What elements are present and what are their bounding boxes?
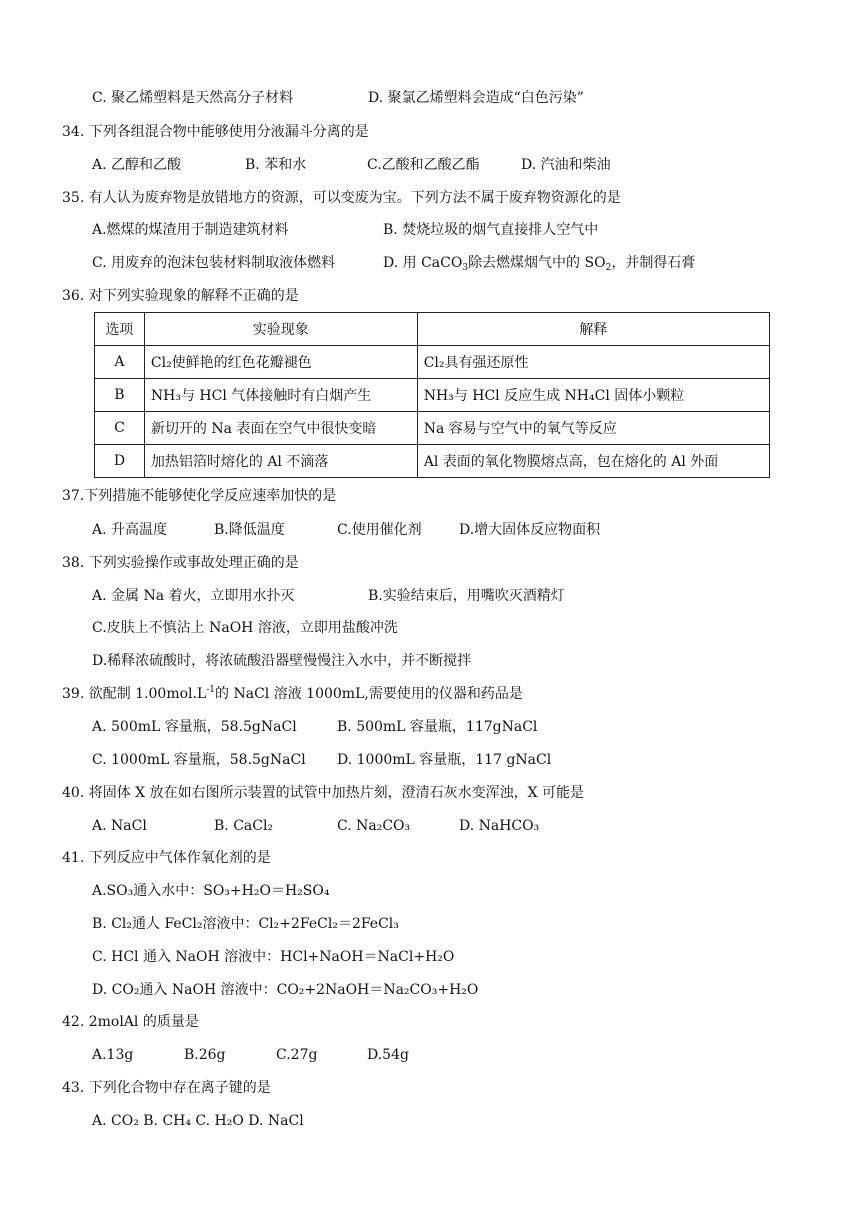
table-header-cell: 解释 xyxy=(417,313,769,346)
q35-stem: 35. 有人认为废弃物是放错地方的资源，可以变废为宝。下列方法不属于废弃物资源化的是 xyxy=(62,190,621,206)
q42-option-c: C.27g xyxy=(276,1047,318,1063)
q40-option-b: B. CaCl₂ xyxy=(214,818,274,834)
table-row xyxy=(95,379,770,412)
q40-option-a: A. NaCl xyxy=(92,818,147,834)
q34-stem: 34. 下列各组混合物中能够使用分液漏斗分离的是 xyxy=(62,124,369,140)
table-row xyxy=(95,412,770,445)
q33-option-c: C. 聚乙烯塑料是天然高分子材料 xyxy=(92,90,294,106)
q36-table xyxy=(94,312,770,478)
q38-option-a: A. 金属 Na 着火，立即用水扑灭 xyxy=(92,588,295,604)
table-header-cell: 实验现象 xyxy=(144,313,417,346)
q43-stem: 43. 下列化合物中存在离子键的是 xyxy=(62,1080,271,1096)
table-cell-option: C xyxy=(95,412,145,445)
q34-option-c: C.乙酸和乙酸乙酯 xyxy=(367,157,480,173)
q34-option-a: A. 乙醇和乙酸 xyxy=(92,157,182,173)
q34-option-d: D. 汽油和柴油 xyxy=(521,157,611,173)
q42-option-d: D.54g xyxy=(367,1047,409,1063)
q42-option-a: A.13g xyxy=(92,1047,134,1063)
table-cell-explanation: Al 表面的氧化物膜熔点高，包在熔化的 Al 外面 xyxy=(417,445,769,478)
q38-option-c: C.皮肤上不慎沾上 NaOH 溶液，立即用盐酸冲洗 xyxy=(92,620,398,636)
table-cell-phenomenon: NH₃与 HCl 气体接触时有白烟产生 xyxy=(144,379,417,412)
q34-option-b: B. 苯和水 xyxy=(245,157,307,173)
table-cell-explanation: Cl₂具有强还原性 xyxy=(417,346,769,379)
table-cell-phenomenon: Cl₂使鲜艳的红色花瓣褪色 xyxy=(144,346,417,379)
q35-option-c: C. 用废弃的泡沫包装材料制取液体燃料 xyxy=(92,255,336,271)
q35-option-a: A.燃煤的煤渣用于制造建筑材料 xyxy=(92,222,289,238)
table-cell-option: D xyxy=(95,445,145,478)
table-cell-phenomenon: 新切开的 Na 表面在空气中很快变暗 xyxy=(144,412,417,445)
table-row xyxy=(95,445,770,478)
q37-option-b: B.降低温度 xyxy=(214,522,285,538)
q35-option-d: D. 用 CaCO$_3$除去燃煤烟气中的 $SO_2$，并制得石膏 xyxy=(383,255,696,273)
q41-option-b: B. Cl₂通人 FeCl₂溶液中：Cl₂+2FeCl₂＝2FeCl₃ xyxy=(92,916,399,932)
table-header-cell: 选项 xyxy=(95,313,145,346)
table-cell-option: A xyxy=(95,346,145,379)
q37-option-d: D.增大固体反应物面积 xyxy=(459,522,601,538)
q43-options: A. CO₂ B. CH₄ C. H₂O D. NaCl xyxy=(92,1113,304,1129)
q42-option-b: B.26g xyxy=(184,1047,226,1063)
q36-stem: 36. 对下列实验现象的解释不正确的是 xyxy=(62,288,299,304)
table-cell-explanation: NH₃与 HCl 反应生成 NH₄Cl 固体小颗粒 xyxy=(417,379,769,412)
q41-option-a: A.SO₃通入水中：SO₃+H₂O＝H₂SO₄ xyxy=(92,883,330,899)
q38-option-d: D.稀释浓硫酸时，将浓硫酸沿器壁慢慢注入水中，并不断搅拌 xyxy=(92,653,472,669)
q42-stem: 42. 2molAl 的质量是 xyxy=(62,1014,199,1030)
q40-option-c: C. Na₂CO₃ xyxy=(337,818,411,834)
q37-option-a: A. 升高温度 xyxy=(92,522,168,538)
q40-option-d: D. NaHCO₃ xyxy=(459,818,540,834)
q39-option-d: D. 1000mL 容量瓶，117 gNaCl xyxy=(337,752,552,768)
q33-option-d: D. 聚氯乙烯塑料会造成“白色污染” xyxy=(368,90,584,106)
q38-stem: 38. 下列实验操作或事故处理正确的是 xyxy=(62,555,299,571)
q39-stem: 39. 欲配制 $1.00mol.L^{-1}$的 NaCl 溶液 1000mL,需要使用的仪器和药品是 xyxy=(62,685,523,702)
table-cell-option: B xyxy=(95,379,145,412)
table-cell-phenomenon: 加热铝箔时熔化的 Al 不滴落 xyxy=(144,445,417,478)
q35-option-b: B. 焚烧垃圾的烟气直接排人空气中 xyxy=(383,222,599,238)
q41-stem: 41. 下列反应中气体作氧化剂的是 xyxy=(62,850,271,866)
q37-stem: 37.下列措施不能够使化学反应速率加快的是 xyxy=(62,488,337,504)
q39-option-b: B. 500mL 容量瓶，117gNaCl xyxy=(337,719,538,735)
q39-option-a: A. 500mL 容量瓶，58.5gNaCl xyxy=(92,719,297,735)
q37-option-c: C.使用催化剂 xyxy=(337,522,422,538)
q41-option-c: C. HCl 通入 NaOH 溶液中：HCl+NaOH＝NaCl+H₂O xyxy=(92,949,455,965)
table-row xyxy=(95,346,770,379)
q38-option-b: B.实验结束后，用嘴吹灭酒精灯 xyxy=(368,588,565,604)
table-header-row xyxy=(95,313,770,346)
q41-option-d: D. CO₂通入 NaOH 溶液中：CO₂+2NaOH＝Na₂CO₃+H₂O xyxy=(92,982,479,998)
table-cell-explanation: Na 容易与空气中的氧气等反应 xyxy=(417,412,769,445)
q40-stem: 40. 将固体 X 放在如右图所示装置的试管中加热片刻，澄清石灰水变浑浊，X 可能是 xyxy=(62,785,584,801)
q39-option-c: C. 1000mL 容量瓶，58.5gNaCl xyxy=(92,752,306,768)
